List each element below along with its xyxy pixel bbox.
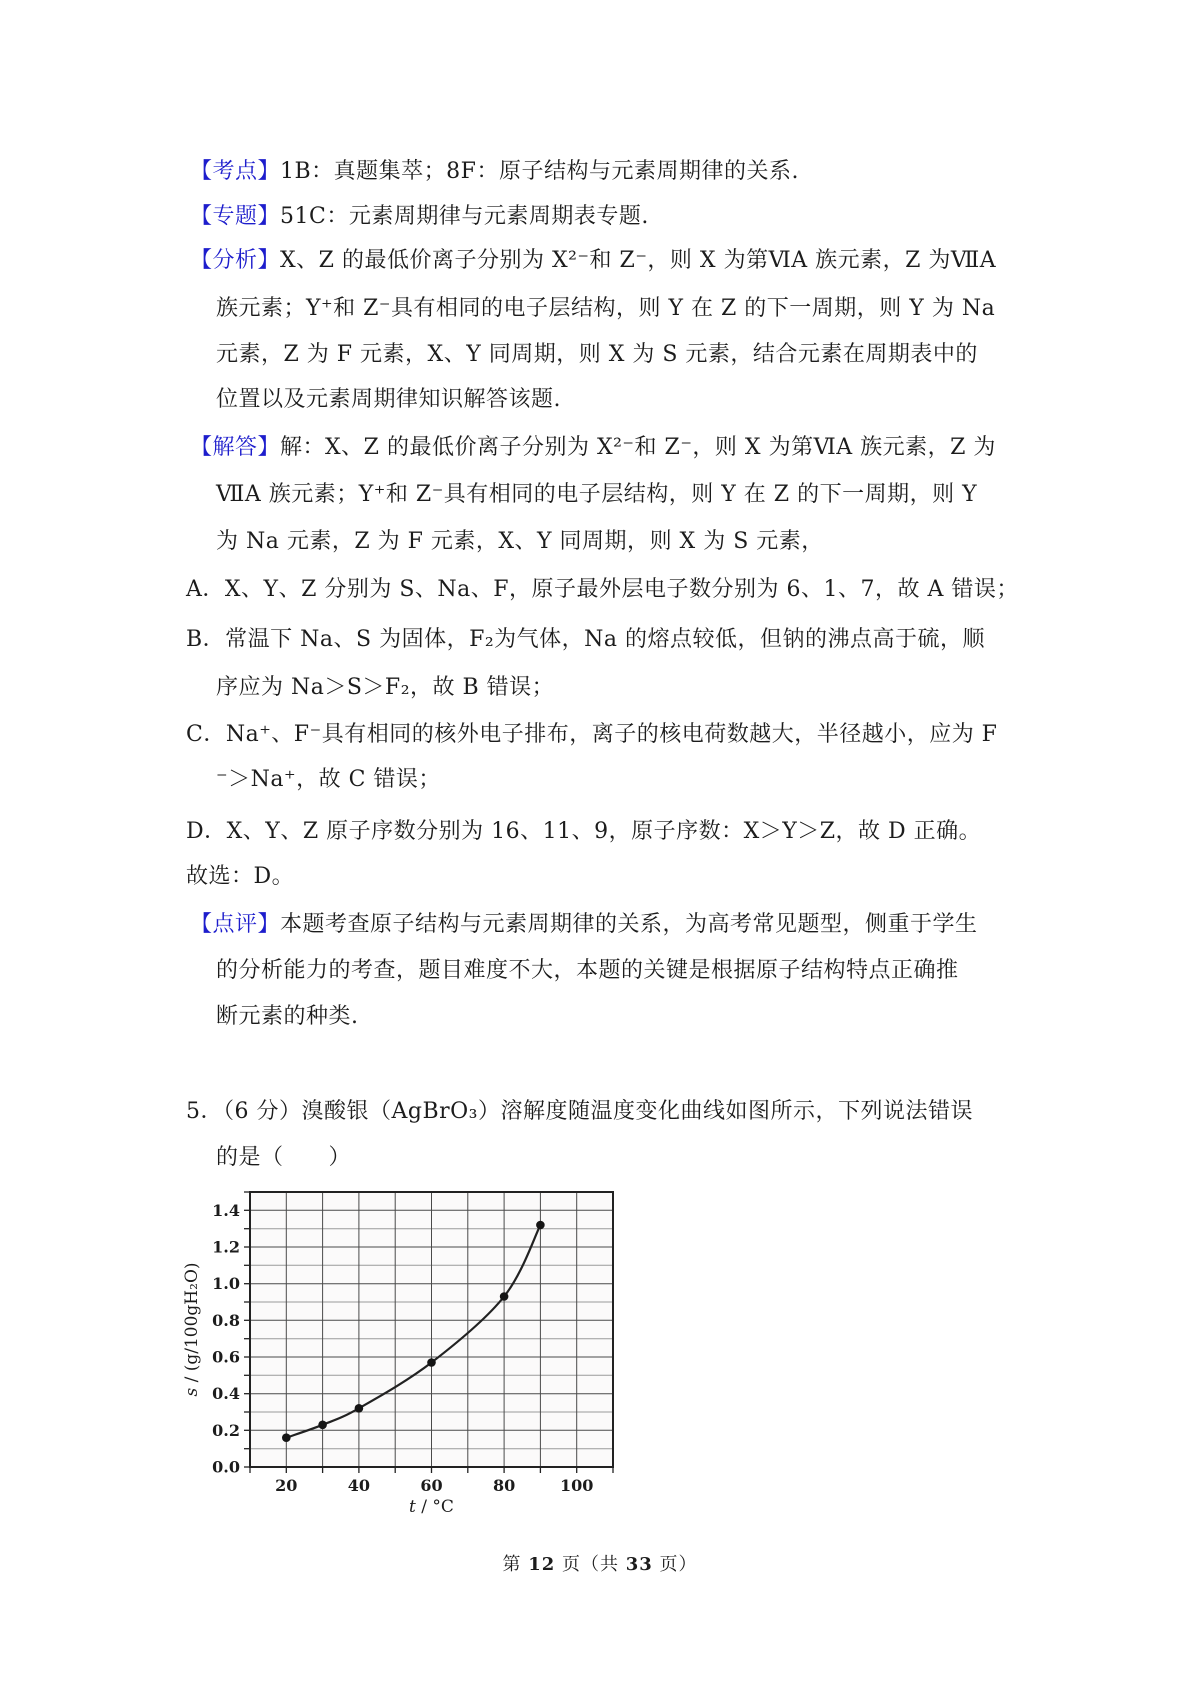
line-text: 的分析能力的考查，题目难度不大，本题的关键是根据原子结构特点正确推 bbox=[216, 958, 959, 983]
text-line bbox=[216, 286, 995, 332]
footer-text: 第 bbox=[502, 1554, 529, 1575]
y-tick-label: 0.2 bbox=[212, 1420, 240, 1440]
text-line bbox=[190, 425, 996, 471]
x-tick-label: 80 bbox=[492, 1476, 516, 1495]
y-axis-label: s / (g/100gH₂O) bbox=[182, 1262, 202, 1397]
text-line bbox=[216, 948, 959, 994]
text-line bbox=[190, 149, 799, 195]
line-text: 位置以及元素周期律知识解答该题. bbox=[216, 387, 561, 412]
x-tick-label: 100 bbox=[559, 1476, 594, 1495]
text-line bbox=[216, 757, 441, 803]
data-point bbox=[536, 1221, 545, 1230]
line-text: 断元素的种类. bbox=[216, 1004, 359, 1029]
text-line bbox=[186, 809, 981, 855]
text-line bbox=[216, 519, 824, 565]
text-line bbox=[190, 194, 649, 240]
text-line bbox=[216, 665, 554, 711]
page-number: 12 bbox=[528, 1554, 556, 1575]
text-line bbox=[190, 902, 978, 948]
x-tick-label: 60 bbox=[420, 1476, 443, 1495]
text-line bbox=[186, 854, 294, 900]
text-line bbox=[186, 712, 997, 758]
x-axis-label: t / °C bbox=[409, 1497, 454, 1517]
line-text: C．Na⁺、F⁻具有相同的核外电子排布，离子的核电荷数越大，半径越小，应为 F bbox=[186, 722, 998, 747]
text-line bbox=[190, 238, 996, 284]
line-text: 1B：真题集萃；8F：原子结构与元素周期律的关系. bbox=[280, 159, 799, 184]
text-line bbox=[186, 617, 985, 663]
line-text: 5．（6 分）溴酸银（AgBrO₃）溶解度随温度变化曲线如图所示，下列说法错误 bbox=[186, 1099, 973, 1124]
y-tick-label: 1.4 bbox=[212, 1200, 240, 1220]
line-text: 的是（ ） bbox=[216, 1145, 352, 1170]
line-text: 51C：元素周期律与元素周期表专题. bbox=[280, 204, 649, 229]
y-tick-label: 1.2 bbox=[212, 1237, 240, 1257]
footer-text: 页（共 bbox=[555, 1554, 626, 1575]
data-point bbox=[500, 1292, 509, 1301]
data-point bbox=[282, 1433, 291, 1442]
y-tick-label: 0.8 bbox=[212, 1310, 240, 1330]
x-tick-label: 40 bbox=[347, 1476, 371, 1495]
line-text: 故选：D。 bbox=[186, 864, 295, 889]
line-text: ⁻＞Na⁺，故 C 错误； bbox=[216, 767, 441, 792]
section-label: 【专题】 bbox=[190, 204, 281, 229]
question-line bbox=[186, 1089, 973, 1135]
data-point bbox=[355, 1404, 364, 1413]
line-text: X、Z 的最低价离子分别为 X²⁻和 Z⁻，则 X 为第ⅥA 族元素，Z 为ⅦA bbox=[280, 248, 997, 273]
section-label: 【解答】 bbox=[190, 435, 281, 460]
line-text: A．X、Y、Z 分别为 S、Na、F，原子最外层电子数分别为 6、1、7，故 A 错误； bbox=[186, 577, 1019, 602]
total-pages: 33 bbox=[625, 1554, 653, 1575]
text-line bbox=[216, 332, 978, 378]
data-point bbox=[318, 1421, 327, 1430]
line-text: B．常温下 Na、S 为固体，F₂为气体，Na 的熔点较低，但钠的沸点高于硫，顺 bbox=[186, 627, 986, 652]
line-text: 族元素；Y⁺和 Z⁻具有相同的电子层结构，则 Y 在 Z 的下一周期，则 Y 为 Na bbox=[216, 296, 996, 321]
line-text: 序应为 Na＞S＞F₂，故 B 错误； bbox=[216, 675, 555, 700]
footer-text: 页） bbox=[652, 1554, 698, 1575]
line-text: 本题考查原子结构与元素周期律的关系，为高考常见题型，侧重于学生 bbox=[280, 912, 978, 937]
text-line bbox=[216, 472, 977, 518]
y-tick-label: 1.0 bbox=[212, 1274, 240, 1294]
y-tick-label: 0.4 bbox=[212, 1384, 240, 1404]
x-tick-label: 20 bbox=[275, 1476, 298, 1495]
solubility-chart bbox=[175, 1183, 625, 1523]
text-line bbox=[216, 377, 561, 423]
y-tick-label: 0.6 bbox=[212, 1347, 240, 1367]
line-text: D．X、Y、Z 原子序数分别为 16、11、9，原子序数：X＞Y＞Z，故 D 正确。 bbox=[186, 819, 982, 844]
section-label: 【分析】 bbox=[190, 248, 281, 273]
line-text: ⅦA 族元素；Y⁺和 Z⁻具有相同的电子层结构，则 Y 在 Z 的下一周期，则 Y bbox=[216, 482, 978, 507]
data-point bbox=[427, 1358, 436, 1367]
line-text: 解：X、Z 的最低价离子分别为 X²⁻和 Z⁻，则 X 为第ⅥA 族元素，Z 为 bbox=[280, 435, 996, 460]
question-line bbox=[216, 1135, 351, 1181]
line-text: 为 Na 元素，Z 为 F 元素，X、Y 同周期，则 X 为 S 元素， bbox=[216, 529, 824, 554]
y-tick-label: 0.0 bbox=[212, 1457, 240, 1477]
text-line bbox=[186, 567, 1019, 613]
line-text: 元素，Z 为 F 元素，X、Y 同周期，则 X 为 S 元素，结合元素在周期表中的 bbox=[216, 342, 978, 367]
text-line bbox=[216, 994, 359, 1040]
section-label: 【点评】 bbox=[190, 912, 281, 937]
page-footer bbox=[0, 1550, 1200, 1576]
section-label: 【考点】 bbox=[190, 159, 281, 184]
solubility-chart-svg bbox=[175, 1183, 625, 1523]
